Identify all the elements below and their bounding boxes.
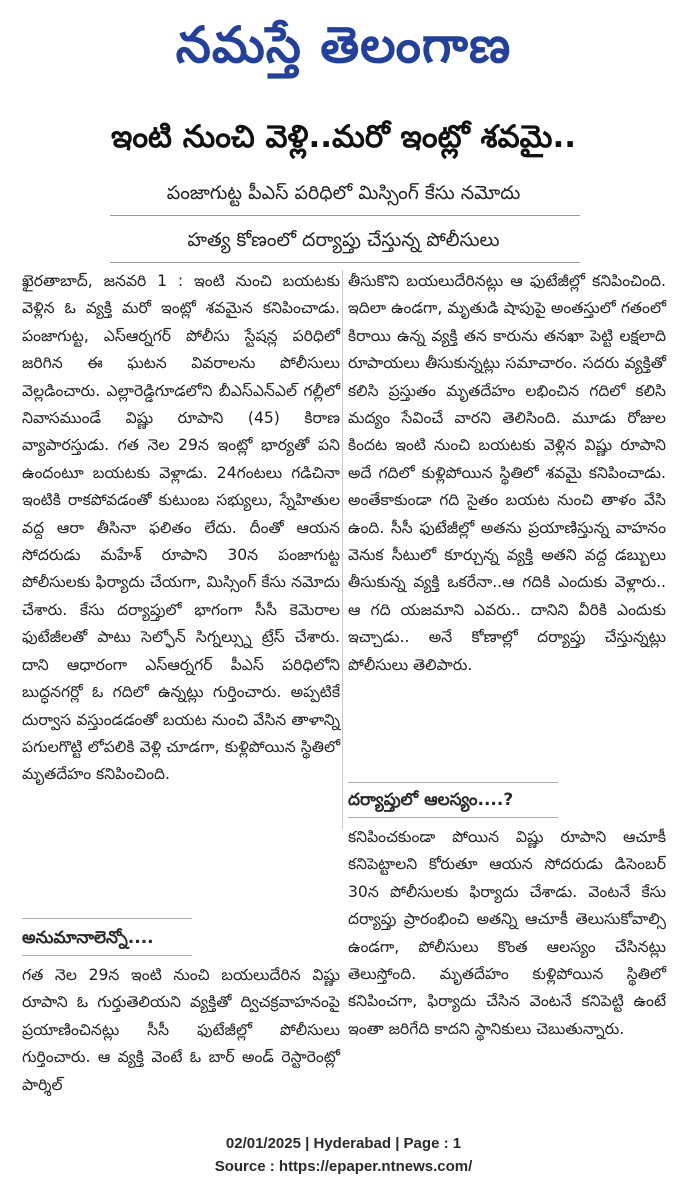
subhead-divider-2 [110,262,580,263]
footer-source-link[interactable]: Source : https://epaper.ntnews.com/ [214,1158,473,1175]
paragraph-text: ఖైరతాబాద్, జనవరి 1 : ఇంటి నుంచి బయటకు వెళ్లిన ఓ వ్యక్తి మరో ఇంట్లో శవమైన కనిపించాడు. పంజాగుట్ట, ఎస్ఆర్నగర్ పోలీసు స్టేషన్ల పరిధిలో జరిగిన ఈ ఘటన వివరాలను పోలీసులు వెల్లడించారు. ఎల్లారెడ్డిగూడలోని బీఎస్ఎన్ఎల్ గల్లీలో నివాసముండే విష్ణు రూపాని (45) కిరాణ వ్యాపారస్తుడు. గత నెల 29న ఇంట్లో భార్యతో పని ఉందంటూ బయటకు వెళ్లాడు. 24గంటలు గడిచినా ఇంటికి రాకపోవడంతో కుటుంబ సభ్యులు, స్నేహితుల వద్ద ఆరా తీసినా ఫలితం లేదు. దీంతో ఆయన సోదరుడు మహేశ్ రూపాని 30న పంజాగుట్ట పోలీసులకు ఫిర్యాదు చేయగా, మిస్సింగ్ కేసు నమోదు చేశారు. కేసు దర్యాప్తులో భాగంగా సీసీ కెమెరాల ఫుటేజీలతో పాటు సెల్ఫోన్ సిగ్నల్స్ను ట్రేస్ చేశారు. దాని ఆధారంగా ఎస్ఆర్నగర్ పీఎస్ పరిధిలోని బుద్ధనగర్లో ఓ గదిలో ఉన్నట్లు గుర్తించారు. అప్పటికే దుర్వాస వస్తుండడంతో బయట నుంచి వేసిన తాళాన్ని పగులగొట్టి లోపలికి వెళ్లి చూడగా, కుళ్లిపోయిన స్థితిలో మృతదేహం కనిపించింది. [22,272,340,784]
article-subhead-1: పంజాగుట్ట పీఎస్ పరిధిలో మిస్సింగ్ కేసు నమోదు [166,182,521,204]
paragraph-text: తీసుకొని బయలుదేరినట్లు ఆ ఫుటేజీల్లో కనిపించింది. ఇదిలా ఉండగా, మృతుడి షాపుపై అంతస్తులో గతంలో కిరాయి ఉన్న వ్యక్తి తన కారును తనఖా పెట్టి లక్షలాది రూపాయలు తీసుకున్నట్లు సమాచారం. సదరు వ్యక్తితో కలిసి ప్రస్తుతం మృతదేహం లభించిన గదిలో కలిసి మద్యం సేవించే వారని తెలిసింది. మూడు రోజుల కిందట ఇంటి నుంచి బయటకు వెళ్లిన విష్ణు రూపాని అదే గదిలో కుళ్లిపోయిన స్థితిలో శవమై కనిపించాడు. అంతేకాకుండా గది సైతం బయట నుంచి తాళం వేసి ఉంది. సీసీ ఫుటేజీల్లో అతను ప్రయాణిస్తున్న వాహనం వెనుక సీటులో కూర్చున్న వ్యక్తి అతని వద్ద డబ్బులు తీసుకున్న వ్యక్తి ఒకరేనా..ఆ గదికి ఎందుకు వెళ్లారు.. ఆ గది యజమాని ఎవరు.. దానిని వీరికి ఎందుకు ఇచ్చాడు.. అనే కోణాల్లో దర్యాప్తు చేస్తున్నట్లు పోలీసులు తెలిపారు. [348,272,666,674]
section-subheading-doubts: అనుమానాలెన్నో.... [22,928,154,948]
left-column-paragraph-2 [22,962,340,1099]
paragraph-text: కనిపించకుండా పోయిన విష్ణు రూపాని ఆచూకీ కనిపెట్టాలని కోరుతూ ఆయన సోదరుడు డిసెంబర్ 30న పోలీసులకు ఫిర్యాదు చేశాడు. వెంటనే కేసు దర్యాప్తు ప్రారంభించి అతన్ని ఆచూకీ తెలుసుకోవాల్సి ఉండగా, పోలీసులు కొంత ఆలస్యం చేసినట్లు తెలుస్తోంది. మృతదేహం కుళ్లిపోయిన స్థితిలో కనిపించగా, ఫిర్యాదు చేసిన వెంటనే కనిపెట్టి ఉంటే ఇంతా జరిగేది కాదని స్థానికులు చెబుతున్నారు. [348,828,666,1038]
newspaper-masthead: నమస్తే తెలంగాణ [175,15,512,74]
section-rule-top [348,782,558,783]
right-column-paragraph-1 [348,268,666,679]
article-subhead-2: హత్య కోణంలో దర్యాప్తు చేస్తున్న పోలీసులు [187,229,500,251]
right-column-paragraph-2 [348,824,666,1043]
subhead-divider-1 [110,215,580,216]
left-column-paragraph-1 [22,268,340,789]
section-rule-top [22,918,192,919]
section-subheading-delay: దర్యాప్తులో ఆలస్యం....? [348,790,514,810]
paragraph-text: గత నెల 29న ఇంటి నుంచి బయలుదేరిన విష్ణు రూపాని ఓ గుర్తుతెలియని వ్యక్తితో ద్విచక్రవాహనంపై ప్రయాణించినట్లు సీసీ ఫుటేజీల్లో పోలీసులు గుర్తించారు. ఆ వ్యక్తి వెంటే ఓ బార్ అండ్ రెస్టారెంట్లో పార్శిల్ [22,966,340,1094]
column-divider [342,270,343,830]
article-headline: ఇంటి నుంచి వెళ్లి..మరో ఇంట్లో శవమై.. [110,119,577,155]
footer-date-edition: 02/01/2025 | Hyderabad | Page : 1 [225,1135,462,1152]
section-rule-bottom [348,817,558,818]
section-rule-bottom [22,955,192,956]
